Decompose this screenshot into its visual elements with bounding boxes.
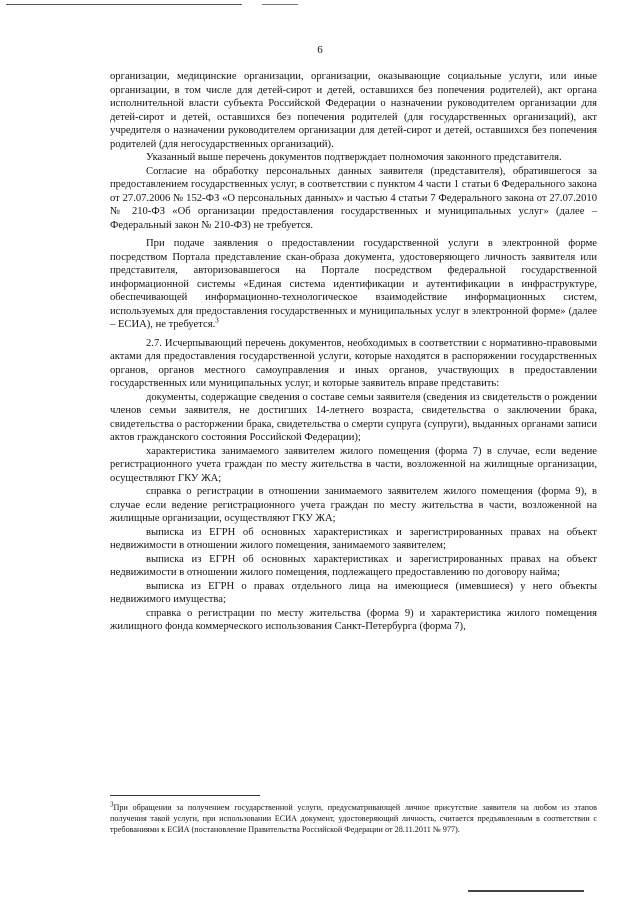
list-item-housing-characteristic: характеристика занимаемого заявителем жилого помещения (форма 7) в случае, если ведение регистрационного учета граждан по месту жительства в части, возложенной на жилищные организации, осуществляют ГКУ ЖА;	[110, 445, 597, 484]
paragraph-esia	[110, 237, 597, 332]
bottom-edge-rule	[468, 890, 584, 892]
footnote-mark: 3	[110, 800, 114, 809]
list-item-egrn-lease: выписка из ЕГРН об основных характеристиках и зарегистрированных правах на объект недвижимости в отношении жилого помещения, подлежащего предоставлению по договору найма;	[110, 553, 597, 578]
footnote-reference: 3	[215, 316, 219, 325]
footnote-text: При обращении за получением государственной услуги, предусматривающей личное присутствие заявителя на любом из этапов получения такой услуги, при использовании ЕСИА документ, удостоверяющий личность, считается предъявленным в соответствии с требованиями к ЕСИА (постановление Правительства Российской Федерации от 28.11.2011 № 977).	[110, 803, 597, 834]
list-item-egrn-person: выписка из ЕГРН о правах отдельного лица на имеющиеся (имевшиеся) у него объекты недвижимого имущества;	[110, 580, 597, 605]
list-item-family-documents: документы, содержащие сведения о составе семьи заявителя (сведения из свидетельств о рождении членов семьи заявителя, не достигших 14-летнего возраста, свидетельства о заключении брака, свидетельства о расторжении брака, свидетельства о смерти супруга (супруги), выданных органами записи актов гражданского состояния Российской Федерации);	[110, 391, 597, 443]
list-item-registration-certificate: справка о регистрации в отношении занимаемого заявителем жилого помещения (форма 9), в случае если ведение регистрационного учета граждан по месту жительства в части, возложенной на жилищные организации, осуществляют ГКУ ЖА;	[110, 486, 597, 524]
footnote	[110, 802, 597, 835]
page-number: 6	[317, 44, 323, 56]
document-body	[110, 70, 597, 634]
list-item-commercial-housing: справка о регистрации по месту жительства (форма 9) и характеристика жилого помещения жилищного фонда коммерческого использования Санкт-Петербурга (форма 7),	[110, 607, 597, 632]
paragraph-representative-authority: Указанный выше перечень документов подтверждает полномочия законного представителя.	[146, 152, 562, 163]
list-item-egrn-occupied: выписка из ЕГРН об основных характеристиках и зарегистрированных правах на объект недвижимости в отношении жилого помещения, занимаемого заявителем;	[110, 526, 597, 551]
paragraph-section-2-7: 2.7. Исчерпывающий перечень документов, необходимых в соответствии с нормативно-правовыми актами для предоставления государственной услуги, которые находятся в распоряжении государственных органов, органов местного самоуправления и иных органов, участвующих в предоставлении государственных или муниципальных услуг, и которые заявитель вправе представить:	[110, 337, 597, 389]
footnote-separator	[110, 795, 260, 796]
paragraph-esia-text: При подаче заявления о предоставлении государственной услуги в электронной форме посредством Портала представление скан-образа документа, удостоверяющего личность заявителя или представителя, авторизовавшегося на Портале посредством федеральной государственной информационной системы «Единая система идентификации и аутентификации в инфраструктуре, обеспечивающей информационно-технологическое взаимодействие информационных систем, используемых для предоставления государственных и муниципальных услуг в электронной форме» (далее – ЕСИА), не требуется.	[110, 238, 597, 330]
paragraph-continuation: организации, медицинские организации, организации, оказывающие социальные услуги, или иные организации, в том числе для детей-сирот и детей, оставшихся без попечения родителей), акт органа исполнительной власти субъекта Российской Федерации о назначении руководителем организации для детей-сирот и детей, оставшихся без попечения родителей (для государственных организаций), акт учредителя о назначении руководителем организации для детей-сирот и детей, оставшихся без попечения родителей (для негосударственных организаций).	[110, 71, 597, 150]
paragraph-personal-data-consent: Согласие на обработку персональных данных заявителя (представителя), обратившегося за предоставлением государственных услуг, в соответствии с пунктом 4 части 1 статьи 6 Федерального закона от 27.07.2006 № 152-ФЗ «О персональных данных» и частью 4 статьи 7 Федерального закона от 27.07.2010 № 210-ФЗ «Об организации предоставления государственных и муниципальных услуг» (далее – Федеральный закон № 210-ФЗ) не требуется.	[110, 165, 597, 231]
top-edge-rule-short	[262, 4, 298, 5]
top-edge-rule	[6, 4, 242, 5]
